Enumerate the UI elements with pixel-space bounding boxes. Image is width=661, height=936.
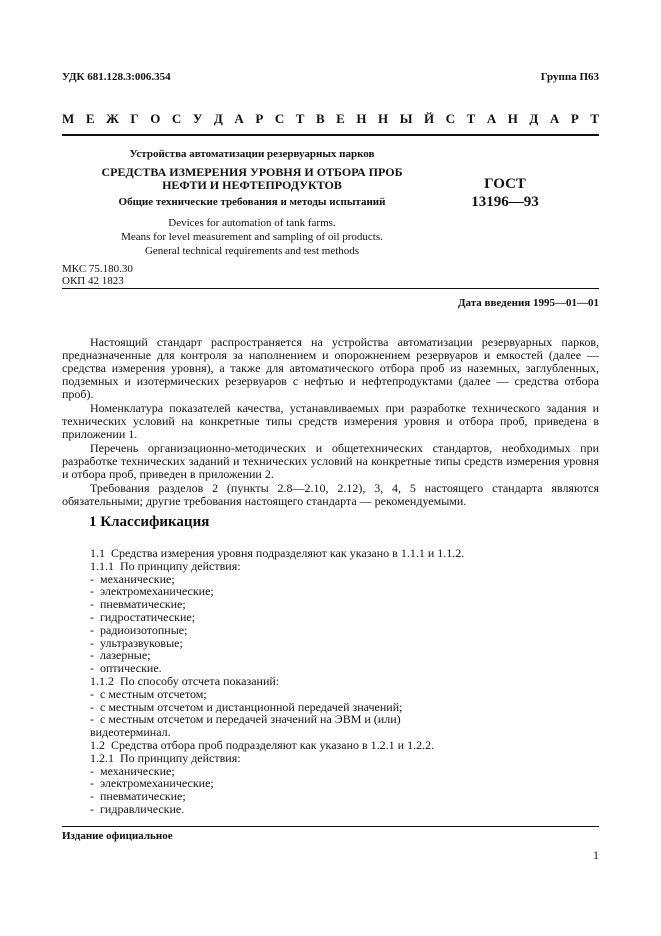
document-title [62,166,442,192]
document-subtitle: Общие технические требования и методы испытаний [118,196,386,208]
mks-code: МКС 75.180.30 [62,263,133,275]
list-item: - пневматические; [90,789,186,804]
list-item: - пневматические; [90,597,186,612]
gost-number: 13196—93 [471,194,539,210]
intro-paragraph-3: Перечень организационно-методических и общетехнических стандартов, необходимых при разработке технических заданий и технических условий на конкретные типы средств измерения уровня и отбора проб, приведен в приложении 2. [62,441,599,481]
list-item: - механические; [90,571,175,586]
list-item: 1.1.1 По принципу действия: [90,558,241,573]
codes-divider [62,288,599,289]
group-code: Группа П63 [540,71,599,83]
document-title-line-2: НЕФТИ И НЕФТЕПРОДУКТОВ [162,178,342,192]
header-divider [62,134,599,136]
okp-code: ОКП 42 1823 [62,275,124,287]
document-title-line-1: СРЕДСТВА ИЗМЕРЕНИЯ УРОВНЯ И ОТБОРА ПРОБ [101,165,403,179]
list-item: - гидравлические. [90,801,185,816]
list-item: видеотерминал. [90,725,171,740]
list-item: 1.1 Средства измерения уровня подразделяют как указано в 1.1.1 и 1.1.2. [90,546,465,560]
list-item: - радиоизотопные; [90,622,188,637]
section-heading: 1 Классификация [89,514,210,530]
list-item: - с местным отсчетом и дистанционной передачей значений; [90,699,403,714]
list-item: - электромеханические; [90,776,214,791]
classification-codes [62,263,133,287]
list-item: 1.2.1 По принципу действия: [90,750,241,765]
gost-label: ГОСТ [484,176,526,192]
intro-paragraph-4: Требования разделов 2 (пункты 2.8—2.10, 2.12), 3, 4, 5 настоящего стандарта являются обязательными; другие требования настоящего стандарта — рекомендуемыми. [62,481,599,508]
list-item: - оптические. [90,661,162,676]
classification-list [62,547,599,816]
intro-paragraph-1: Настоящий стандарт распространяется на устройства автоматизации резервуарных парков, предназначенные для контроля за наполнением и опорожнением резервуаров и емкостей (далее — средства измерения уровня), а также для автоматического отбора проб из наземных, заглубленных, подземных и изотермических резервуаров с нефтью и нефтепродуктами (далее — средства отбора проб). [62,335,599,401]
standard-banner: М Е Ж Г О С У Д А Р С Т В Е Н Н Ы Й С Т А Н Д А Р Т [62,111,599,126]
list-item: - с местным отсчетом и передачей значений на ЭВМ и (или) [90,712,401,727]
title-subject: Устройства автоматизации резервуарных парков [129,148,375,160]
gost-designation [450,175,560,211]
intro-paragraph-2: Номенклатура показателей качества, устанавливаемых при разработке технического задания и технических условий на конкретные типы средств измерения уровня и отбора проб, приведена в приложении 1. [62,401,599,441]
list-item: - лазерные; [90,648,151,663]
introduction-date: Дата введения 1995—01—01 [457,297,599,309]
official-edition-note: Издание официальное [62,830,173,842]
udk-code: УДК 681.128.3:006.354 [62,71,171,83]
list-item: - механические; [90,763,175,778]
english-title-line-3: General technical requirements and test methods [144,245,360,257]
list-item: 1.1.2 По способу отсчета показаний: [90,673,280,688]
list-item: - гидростатические; [90,609,196,624]
english-title-line-1: Devices for automation of tank farms. [168,217,336,229]
page-number: 1 [593,848,599,862]
footer-divider [62,826,599,827]
list-item: - ультразвуковые; [90,635,183,650]
list-item: - с местным отсчетом; [90,686,207,701]
english-title-line-2: Means for level measurement and sampling of oil products. [121,231,383,243]
list-item: 1.2 Средства отбора проб подразделяют как указано в 1.2.1 и 1.2.2. [90,737,435,752]
english-title [62,216,442,258]
list-item: - электромеханические; [90,584,214,599]
intro-text [62,336,599,508]
